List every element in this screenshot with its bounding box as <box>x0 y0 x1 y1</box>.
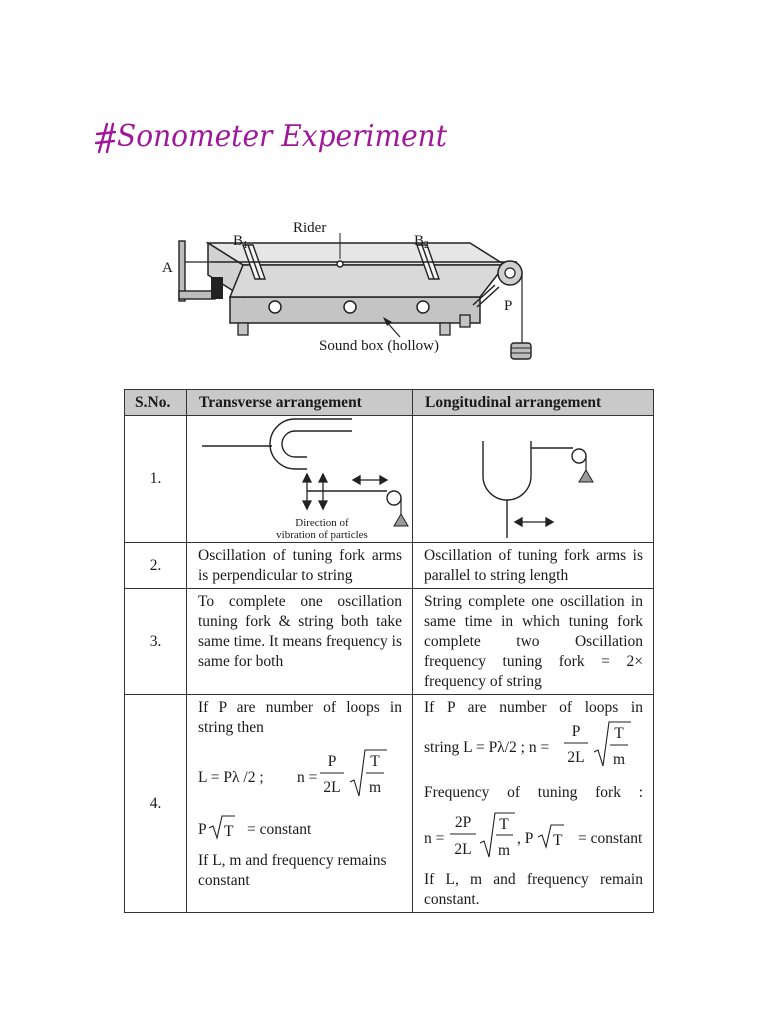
hash-mark-icon <box>96 124 115 152</box>
svg-text:T: T <box>614 725 624 742</box>
svg-text:= constant: = constant <box>247 821 312 838</box>
transverse-caption-line1: Direction of <box>295 517 349 529</box>
row-number: 2. <box>125 543 187 589</box>
label-sound-box: Sound box (hollow) <box>319 338 439 354</box>
svg-text:string L = Pλ/2 ; n =: string L = Pλ/2 ; n = <box>424 739 550 756</box>
longitudinal-cell <box>413 543 654 589</box>
label-rider: Rider <box>293 220 327 236</box>
longitudinal-outro: If L, m and frequency remain constant. <box>424 871 643 908</box>
svg-text:2L: 2L <box>567 749 585 766</box>
transverse-text: Oscillation of tuning fork arms is perpendicular to string <box>198 547 402 584</box>
svg-text:2L: 2L <box>323 779 341 796</box>
header-sno: S.No. <box>125 390 187 416</box>
svg-text:L = Pλ /2 ;: L = Pλ /2 ; <box>198 769 264 786</box>
header-transverse: Transverse arrangement <box>187 390 413 416</box>
label-b2: $B_2$ <box>414 233 430 251</box>
longitudinal-formula-cell <box>413 695 654 913</box>
svg-text:2L: 2L <box>454 841 472 858</box>
svg-text:T: T <box>499 816 509 833</box>
table-row <box>125 543 654 589</box>
svg-text:= constant: = constant <box>578 830 643 847</box>
longitudinal-frequency-label: Frequency of tuning fork : <box>424 784 643 801</box>
label-a: A <box>162 260 173 276</box>
table-row <box>125 589 654 695</box>
page-heading-text: Sonometer Experiment <box>117 119 448 154</box>
transverse-cell <box>187 589 413 695</box>
longitudinal-diagram-cell <box>413 416 654 543</box>
svg-text:n =: n = <box>424 830 445 847</box>
sonometer-apparatus-diagram <box>155 215 540 365</box>
transverse-outro: If L, m and frequency remains constant <box>198 852 387 889</box>
svg-text:m: m <box>612 751 626 768</box>
table-row <box>125 695 654 913</box>
rider-marker <box>337 261 343 267</box>
label-b1: $B_1$ <box>233 233 249 251</box>
svg-text:2P: 2P <box>454 814 472 831</box>
svg-text:P: P <box>198 821 207 838</box>
svg-text:, P: , P <box>517 830 534 847</box>
longitudinal-equation-2 <box>413 805 654 867</box>
svg-text:P: P <box>327 753 337 770</box>
transverse-equation-2 <box>187 804 413 848</box>
longitudinal-cell <box>413 589 654 695</box>
arrangement-comparison-table <box>124 389 654 913</box>
transverse-intro: If P are number of loops in string then <box>198 699 402 736</box>
row-number: 4. <box>125 695 187 913</box>
transverse-equation-1 <box>187 740 413 804</box>
svg-text:P: P <box>571 723 581 740</box>
header-longitudinal: Longitudinal arrangement <box>413 390 654 416</box>
longitudinal-text: String complete one oscillation in same time in which tuning fork complete two Oscillation frequency tuning fork = 2× frequency of string <box>424 593 643 690</box>
longitudinal-text: Oscillation of tuning fork arms is parallel to string length <box>424 547 643 584</box>
table-row <box>125 416 654 543</box>
label-p: P <box>504 298 513 314</box>
svg-text:T: T <box>224 823 234 840</box>
longitudinal-arrangement-diagram <box>413 416 654 542</box>
longitudinal-equation-1 <box>413 720 654 780</box>
svg-text:m: m <box>497 842 511 859</box>
page-heading <box>95 112 475 160</box>
longitudinal-intro: If P are number of loops in <box>424 699 643 716</box>
transverse-cell <box>187 543 413 589</box>
row-number: 3. <box>125 589 187 695</box>
transverse-diagram-cell <box>187 416 413 543</box>
row-number: 1. <box>125 416 187 543</box>
transverse-caption-line2: vibration of particles <box>276 529 368 541</box>
svg-text:m: m <box>368 779 382 796</box>
table-header-row <box>125 390 654 416</box>
svg-text:n =: n = <box>297 769 318 786</box>
hanging-weight-icon <box>511 343 531 359</box>
svg-text:T: T <box>553 832 563 849</box>
svg-text:T: T <box>370 753 380 770</box>
transverse-text: To complete one oscillation tuning fork & string both take same time. It means frequency is same for both <box>198 593 403 670</box>
transverse-arrangement-diagram <box>187 416 413 542</box>
transverse-formula-cell <box>187 695 413 913</box>
